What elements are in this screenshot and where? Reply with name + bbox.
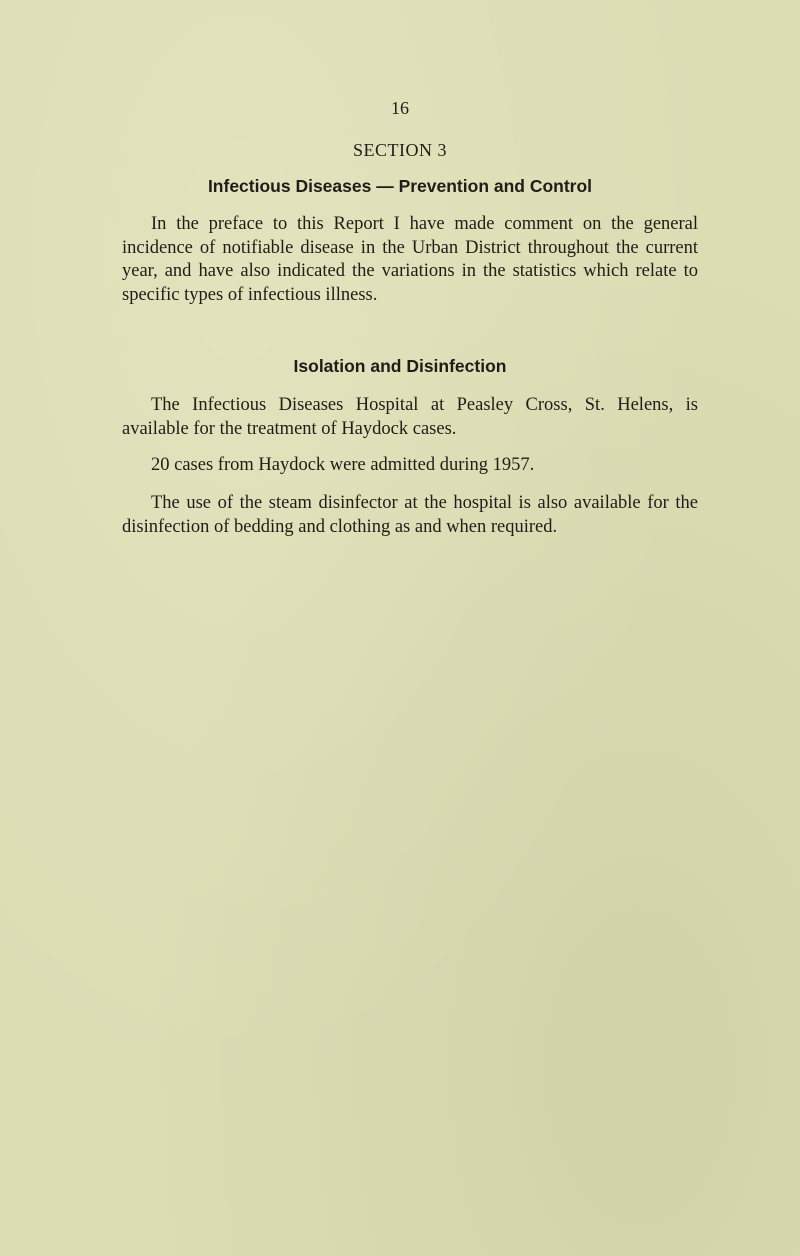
paragraph-disinfector: The use of the steam disinfector at the hospital is also available for the disinfection of bedding and clothing as and when required. (122, 493, 698, 537)
section-heading: SECTION 3 (353, 140, 447, 160)
page-number: 16 (391, 98, 409, 118)
subheading-infectious-diseases: Infectious Diseases — Prevention and Control (207, 176, 593, 196)
paragraph-hospital: The Infectious Diseases Hospital at Peasley Cross, St. Helens, is available for the treatment of Haydock cases. (122, 395, 698, 439)
paragraph-admissions: 20 cases from Haydock were admitted during 1957. (151, 455, 535, 475)
subheading-isolation: Isolation and Disinfection (293, 356, 507, 376)
paragraph-preface: In the preface to this Report I have made comment on the general incidence of notifiable disease in the Urban District throughout the current year, and have also indicated the variations in the statistics which relate to specific types of infectious illness. (122, 214, 698, 305)
